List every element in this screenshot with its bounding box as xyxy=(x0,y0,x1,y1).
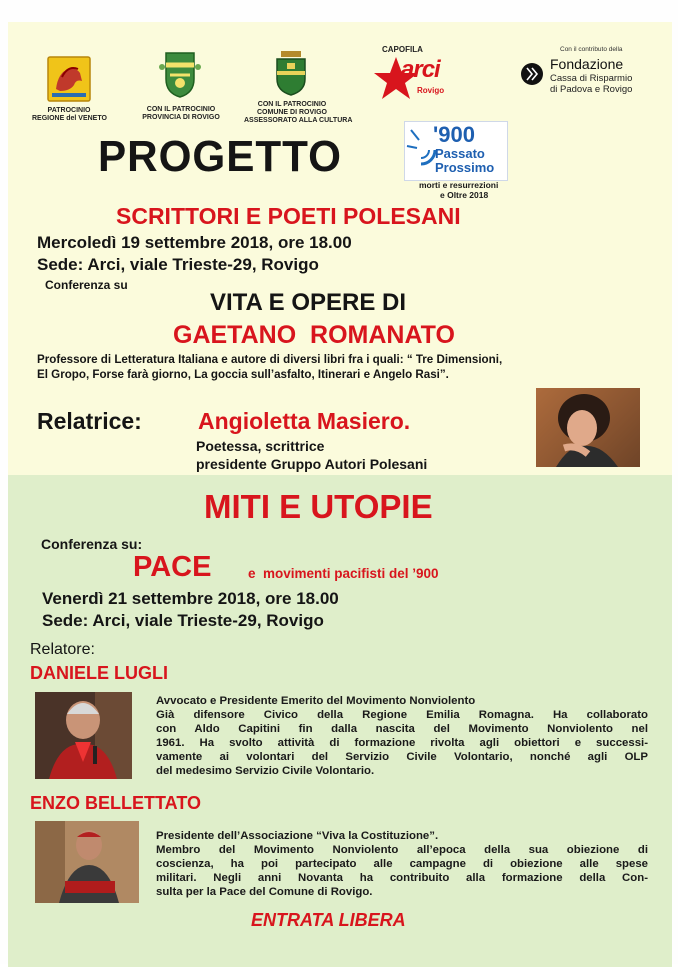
speaker1-bio-line: Avvocato e Presidente Emerito del Movimento Nonviolento xyxy=(156,695,476,707)
speaker1-bio-line: con Aldo Capitini fin dalla nascita del Movimento Nonviolento nel xyxy=(156,723,648,735)
project-subtitle-1: morti e resurrezioni xyxy=(419,180,499,190)
provincia-caption xyxy=(138,106,224,122)
speaker2-bio-line: Membro del Movimento Nonviolento all’epoca della sua obiezione di xyxy=(156,844,648,856)
veneto-caption-line-2: REGIONE del VENETO xyxy=(32,115,107,122)
fondazione-line-1: Cassa di Risparmio xyxy=(550,73,633,84)
section1-speaker-role-2: presidente Gruppo Autori Polesani xyxy=(196,456,428,472)
daniele-lugli-photo xyxy=(35,692,132,779)
section2-conference-label: Conferenza su: xyxy=(41,536,143,552)
section2-venue: Sede: Arci, viale Trieste-29, Rovigo xyxy=(42,611,324,630)
provincia-caption-line-1: CON IL PATROCINIO xyxy=(146,106,216,113)
project-title: PROGETTO xyxy=(98,132,342,181)
enzo-bellettato-photo xyxy=(35,821,139,903)
veneto-caption-line-1: PATROCINIO xyxy=(47,107,91,114)
fondazione-name: Fondazione xyxy=(550,56,624,72)
speaker2-bio-line: sulta per la Pace del Comune di Rovigo. xyxy=(156,886,373,898)
provincia-caption-line-2: PROVINCIA DI ROVIGO xyxy=(142,114,220,121)
project-subtitle-2: e Oltre 2018 xyxy=(440,190,489,200)
comune-caption-line-1: CON IL PATROCINIO xyxy=(257,101,327,108)
comune-caption xyxy=(244,101,353,125)
speaker2-bio-line: Presidente dell’Associazione “Viva la Costituzione”. xyxy=(156,830,439,842)
section1-topic-1: VITA E OPERE DI xyxy=(210,289,407,316)
section1-topic-2: GAETANO ROMANATO xyxy=(173,321,455,349)
fondazione-contrib-label: Con il contributo della xyxy=(560,46,623,53)
logo-passato: Passato xyxy=(435,146,485,161)
section1-speaker-label: Relatrice: xyxy=(37,408,142,434)
entry-free-label: ENTRATA LIBERA xyxy=(251,910,406,930)
arci-city: Rovigo xyxy=(417,86,445,95)
comune-crest-logo xyxy=(271,49,311,97)
speaker2-bio-line: coscienza, ha poi partecipato alle campagne di obiezione alle spese xyxy=(156,858,648,870)
section2-speaker-label: Relatore: xyxy=(30,641,95,658)
speaker2-bio xyxy=(156,829,648,899)
section2-topic-big: PACE xyxy=(133,551,212,583)
section1-desc-2: El Gropo, Forse farà giorno, La goccia sull’asfalto, Itinerari e Angelo Rasi”. xyxy=(37,368,449,381)
section1-conference-label: Conferenza su xyxy=(45,278,128,292)
angioletta-masiero-photo xyxy=(536,388,640,467)
section2-topic-rest: e movimenti pacifisti del ’900 xyxy=(248,566,439,581)
fondazione-line-2: di Padova e Rovigo xyxy=(550,84,633,95)
comune-caption-line-2: COMUNE DI ROVIGO xyxy=(256,109,327,116)
section1-heading: SCRITTORI E POETI POLESANI xyxy=(116,203,461,229)
speaker1-bio xyxy=(156,694,648,778)
speaker1-bio-line: vamente ai volontari del Servizio Civile Volontario, nonché agli OLP xyxy=(156,751,648,763)
veneto-lion-logo xyxy=(46,55,92,103)
section2-date: Venerdì 21 settembre 2018, ore 18.00 xyxy=(42,589,339,608)
poster xyxy=(8,22,672,960)
section1-desc-1: Professore di Letteratura Italiana e autore di diversi libri fra i quali: “ Tre Dimensioni, xyxy=(37,353,503,366)
section1-date: Mercoledì 19 settembre 2018, ore 18.00 xyxy=(37,233,352,252)
speaker2-bio-line: militari. Negli anni Novanta ha contribuito alla formazione della Con- xyxy=(156,872,648,884)
section1-speaker-name: Angioletta Masiero. xyxy=(198,408,411,434)
speaker1-bio-line: del medesimo Servizio Civile Volontario. xyxy=(156,765,375,777)
section1-venue: Sede: Arci, viale Trieste-29, Rovigo xyxy=(37,255,319,274)
passato-prossimo-logo xyxy=(404,121,508,181)
arci-wordmark: arci xyxy=(401,56,440,83)
speaker2-name: ENZO BELLETTATO xyxy=(30,793,201,813)
section2-heading: MITI E UTOPIE xyxy=(204,488,433,525)
speaker1-bio-line: 1961. Ha svolto attività di formazione rivolta agli obiettori e successi- xyxy=(156,737,648,749)
section1-speaker-role-1: Poetessa, scrittrice xyxy=(196,438,325,454)
arci-capofila-label: CAPOFILA xyxy=(382,45,423,54)
speaker1-name: DANIELE LUGLI xyxy=(30,663,168,683)
veneto-caption xyxy=(32,107,106,123)
provincia-crest-logo xyxy=(158,49,202,99)
comune-caption-line-3: ASSESSORATO ALLA CULTURA xyxy=(244,117,353,124)
logo-year: '900 xyxy=(433,122,475,147)
fondazione-emblem-icon xyxy=(520,62,544,86)
logo-prossimo: Prossimo xyxy=(435,160,495,175)
speaker1-bio-line: Già difensore Civico della Regione Emilia Romagna. Ha collaborato xyxy=(156,709,648,721)
